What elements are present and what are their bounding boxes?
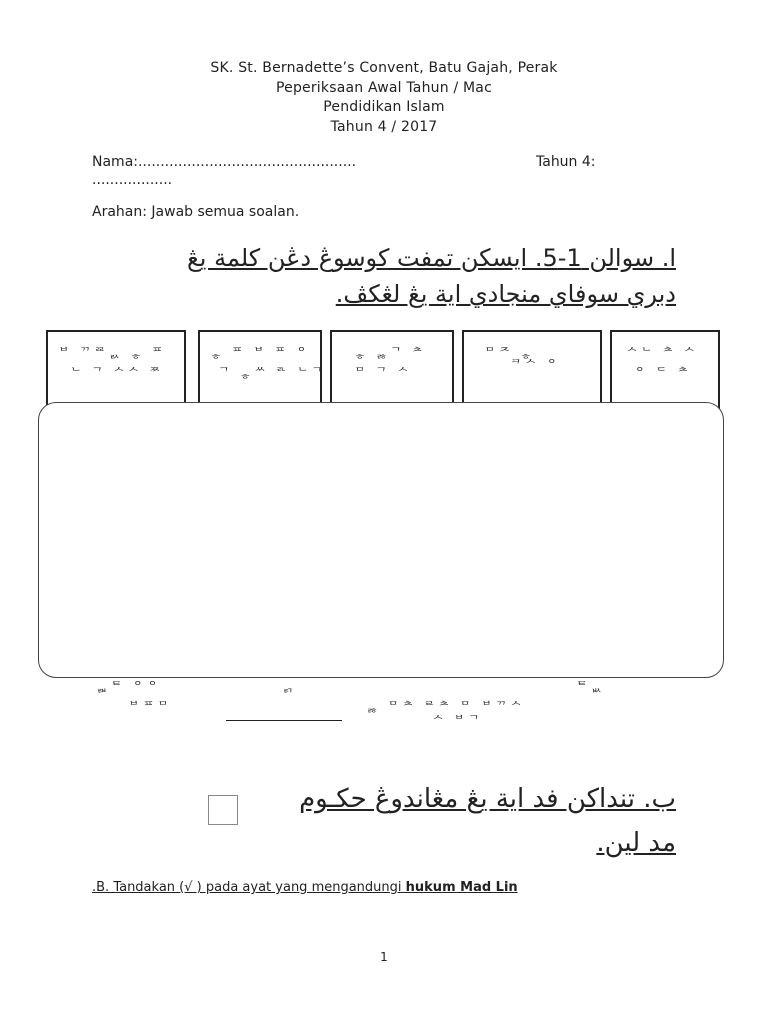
section-a-line-1: ا. سوالن 1-5. ايسكن تمفت كوسوڠ دڠن كلمة يڠ [187,244,676,272]
box-text-top: ᇂ ᆶᄀ ᄎ [354,346,426,360]
fragment-row1-left: ᆲᄐ ᄋᄋ [96,680,162,694]
answer-box-5 [610,330,720,410]
section-b-line-1: ب. تنداكن فد اية يڠ مڠاندوڠ حكـوم [299,784,676,814]
answer-box-3 [330,330,454,410]
fragment-row2-left: ᄇᄑᄆ [128,700,172,714]
answer-box-1 [46,330,186,410]
box-text-top: ᄆᄌ ᇂ [484,346,535,360]
instruction: Arahan: Jawab semua soalan. [92,204,300,220]
answer-box-2 [198,330,326,410]
section-b-line-2: مد لين. [596,828,676,858]
box-text-bottom: ᄂ ᄀ ᄉᄉ ᄍ [70,366,164,380]
box-text-bottom: ᄋ ᄃ ᄎ [634,366,692,380]
box-text-bottom: ᄆ ᄀ ᄉ [354,366,412,380]
answer-blank-line[interactable] [226,720,342,721]
fragment-row1-mid: ᆰ [282,680,297,694]
section-b-instruction [92,880,518,895]
overlay-panel [38,402,724,678]
box-text-top: ᇂ ᄑ ᄇ ᄑ ᄋ [210,346,311,360]
fragment-row2-sub: ᄉ ᄇᄀ [432,714,483,728]
box-text-bottom: ᄀ ᇂᄊ ᄘ ᄂᄀ [218,366,326,380]
checkbox[interactable] [208,795,238,825]
exam-title: Peperiksaan Awal Tahun / Mac [276,80,492,96]
box-text-top: ᄇ ᄁᄙᆳ ᇂ ᄑ [58,346,166,360]
subject-title: Pendidikan Islam [323,99,445,115]
box-text-top: ᄉᄂ ᄎ ᄉ [626,346,698,360]
section-a-line-2: دبري سوفاي منجادي اية يڠ لڠكڤ. [335,280,676,308]
fragment-row2-mid: ᆶ ᄆᄎ ᄅᄎ ᄆ ᄇᄁᄉ [366,700,525,714]
year-title: Tahun 4 / 2017 [330,119,438,135]
name-label: Nama:................................................. [92,154,357,170]
page-number: 1 [380,950,388,964]
instruction-bold: hukum Mad Lin [405,880,518,895]
instruction-text: .B. Tandakan (√ ) pada ayat yang mengandungi [92,880,406,895]
fragment-row1-right: ᄐᆹ [576,680,606,694]
class-label: Tahun 4: [536,154,596,170]
school-name: SK. St. Bernadette’s Convent, Batu Gajah, Perak [210,60,558,76]
class-dots: .................. [92,172,173,188]
answer-box-4 [462,330,602,410]
box-text-bottom: ᄏᄉ ᄋ [510,358,561,372]
